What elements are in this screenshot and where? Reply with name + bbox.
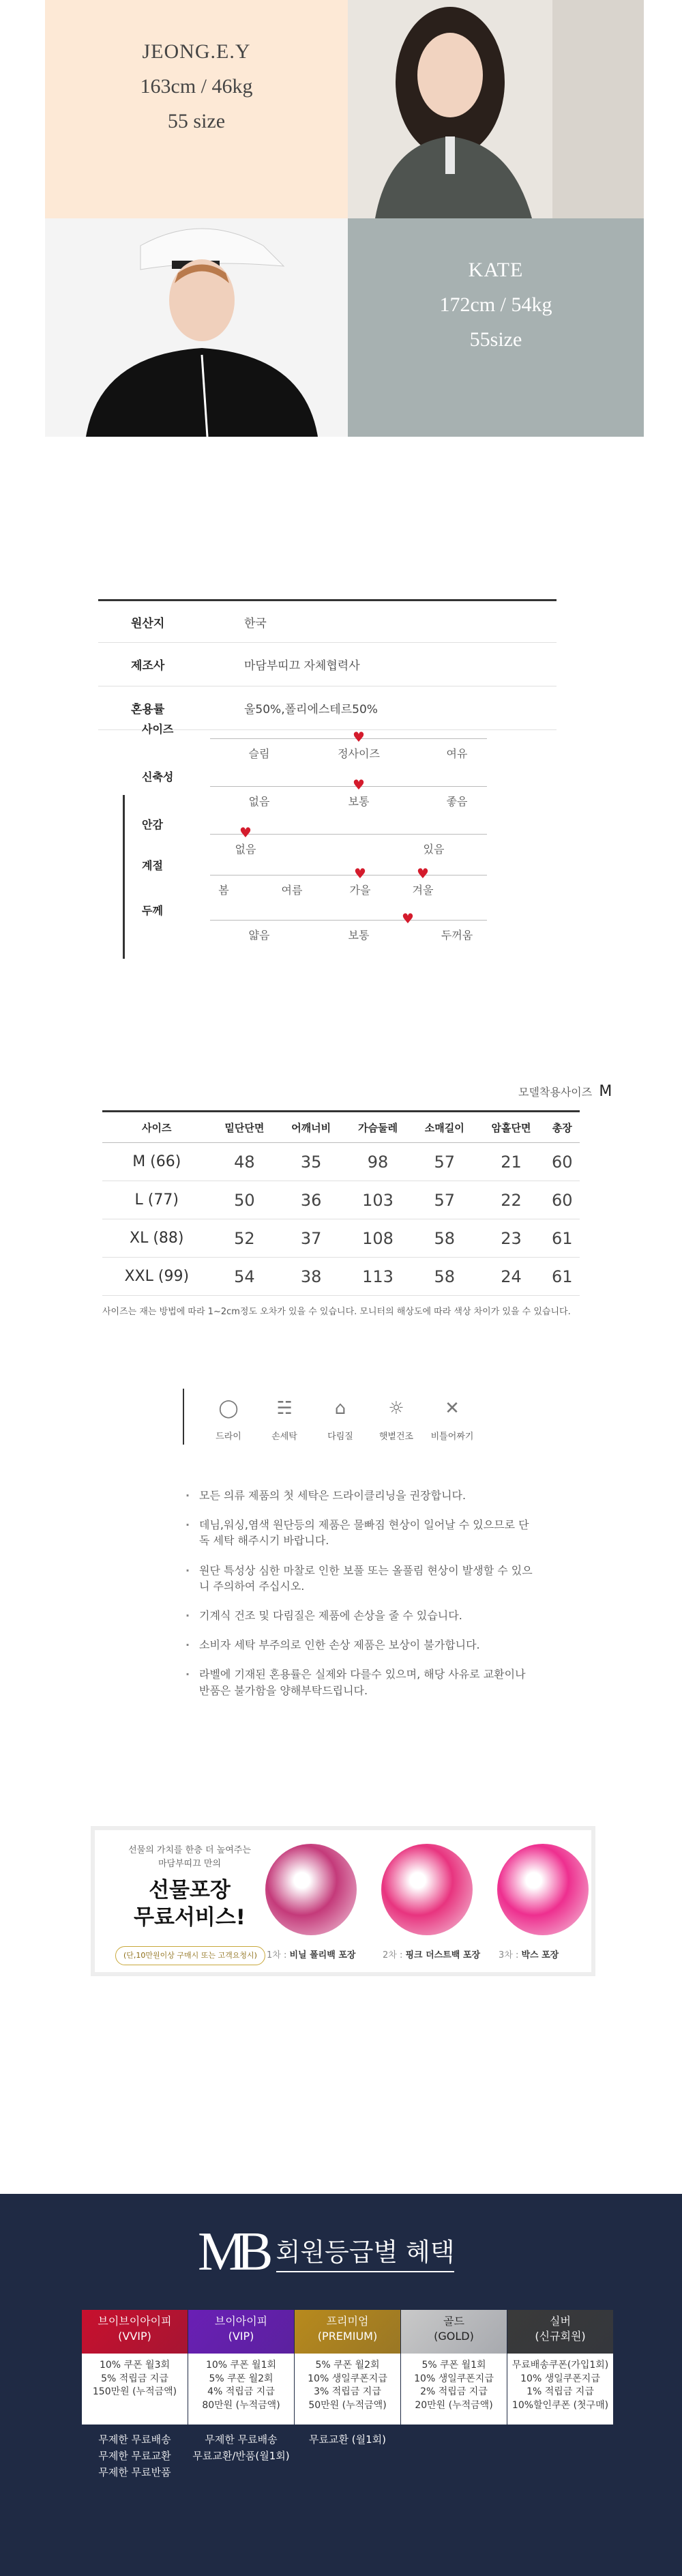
feature-line (210, 738, 487, 739)
care-note: · 소비자 세탁 부주의로 인한 손상 제품은 보상이 불가합니다. (184, 1637, 539, 1653)
membership-tier (401, 2310, 507, 2425)
feature-row (123, 904, 505, 959)
tier-extra (295, 2431, 400, 2448)
tier-benefit-line: 5% 쿠폰 월1회 (421, 2360, 486, 2371)
tier-benefit-line: 1% 적립금 지급 (527, 2386, 594, 2398)
size-table-cell: 103 (344, 1181, 411, 1219)
hand-wash-icon: ☵ (276, 1398, 293, 1419)
model-card-2 (45, 218, 644, 437)
size-table-header-cell: 총장 (544, 1112, 580, 1143)
tier-badge (507, 2310, 613, 2354)
feature-option: 가을 (349, 884, 371, 897)
tier-benefit-line: 10% 생일쿠폰지급 (520, 2373, 600, 2384)
membership-tier (82, 2310, 188, 2480)
care-note: · 모든 의류 제품의 첫 세탁은 드라이클리닝을 권장합니다. (184, 1488, 539, 1503)
size-table-cell: 58 (411, 1258, 478, 1296)
sun-dry-icon: ☼ (388, 1398, 404, 1419)
tier-badge (295, 2310, 400, 2354)
membership-title (198, 2211, 454, 2293)
feature-option: 봄 (218, 884, 229, 897)
feature-label: 계절 (142, 859, 163, 872)
feature-line (210, 786, 487, 787)
care-label: 다림질 (327, 1432, 353, 1442)
size-table-cell: 22 (478, 1181, 545, 1219)
tier-benefits (82, 2354, 188, 2425)
tier-benefit-line: 4% 적립금 지급 (207, 2386, 275, 2398)
feature-label: 사이즈 (142, 723, 174, 736)
care-note: · 기계식 건조 및 다림질은 제품에 손상을 줄 수 있습니다. (184, 1608, 539, 1623)
gift-wrap-banner (91, 1826, 595, 1976)
tier-sub: (VIP) (228, 2329, 254, 2343)
tier-extra-line: 무제한 무료배송 (98, 2433, 171, 2446)
size-table-header-cell: 밑단단면 (211, 1112, 278, 1143)
gift-subtitle: 선물의 가치를 한층 더 높여주는 마담부띠끄 만의 (128, 1845, 251, 1869)
size-table-row (102, 1181, 580, 1219)
feature-option: 보통 (348, 795, 370, 808)
size-table-header-cell: 소매길이 (411, 1112, 478, 1143)
feature-option: 두꺼움 (441, 929, 473, 942)
care-item (428, 1387, 476, 1442)
care-icons (177, 1387, 505, 1455)
size-table-cell: 54 (211, 1258, 278, 1296)
tier-extra (188, 2431, 294, 2464)
gift-caption (267, 1948, 355, 1960)
tier-benefit-line: 10% 쿠폰 월1회 (205, 2360, 277, 2371)
feature-label: 신축성 (142, 770, 174, 783)
feature-row (123, 723, 505, 778)
size-table-row (102, 1143, 580, 1181)
size-table-cell: 108 (344, 1219, 411, 1258)
model-photo-1 (348, 0, 644, 218)
heart-icon: ♥ (353, 777, 365, 793)
tier-benefit-line: 5% 쿠폰 월2회 (315, 2360, 380, 2371)
size-table-header-cell: 어깨너비 (278, 1112, 344, 1143)
tier-extra-line: 무제한 무료반품 (98, 2466, 171, 2478)
size-table-header-cell: 사이즈 (102, 1112, 211, 1143)
model-photo-graphic (45, 218, 348, 437)
tier-benefit-line: 20만원 (누적금액) (415, 2399, 493, 2411)
tier-benefit-line: 무료배송쿠폰(가입1회) (512, 2360, 609, 2371)
gift-title-line-1: 선물포장 (149, 1878, 231, 1902)
model-size: 55 size (167, 110, 226, 132)
tier-benefit-line: 2% 적립금 지급 (420, 2386, 488, 2398)
tier-name: 골드 (443, 2315, 464, 2328)
heart-icon: ♥ (402, 910, 414, 927)
care-label: 햇볕건조 (379, 1432, 414, 1442)
tier-benefits (401, 2354, 507, 2425)
tier-sub: (PREMIUM) (317, 2329, 378, 2343)
heart-icon: ♥ (417, 865, 429, 882)
gift-name: 비닐 폴리백 포장 (289, 1950, 356, 1960)
membership-tier (295, 2310, 400, 2448)
care-item (316, 1387, 364, 1442)
model-photo-graphic (348, 0, 644, 218)
feature-row (123, 859, 505, 914)
no-wring-icon: ✕ (445, 1398, 460, 1419)
feature-label: 안감 (142, 818, 163, 831)
size-table-cell: 98 (344, 1143, 411, 1181)
size-table (102, 1110, 580, 1296)
size-table-cell: 57 (411, 1143, 478, 1181)
tier-extra-line: 무제한 무료배송 (205, 2433, 278, 2446)
info-row (98, 643, 557, 686)
gift-step: 1차 : (267, 1950, 287, 1960)
tier-badge (188, 2310, 294, 2354)
care-label: 손세탁 (271, 1432, 297, 1442)
tier-name: 실버 (550, 2315, 571, 2328)
size-table-cell: 24 (478, 1258, 545, 1296)
tier-extra-line: 무료교환/반품(월1회) (192, 2450, 290, 2462)
info-row (98, 599, 557, 643)
gift-title-line-2: 무료서비스! (134, 1905, 246, 1930)
model-photo-2 (45, 218, 348, 437)
info-value: 울50%,폴리에스테르50% (244, 703, 378, 717)
tier-sub: (GOLD) (434, 2329, 474, 2343)
tier-benefit-line: 5% 쿠폰 월2회 (209, 2373, 273, 2384)
size-table-row (102, 1258, 580, 1296)
tier-name: 브이아이피 (214, 2315, 268, 2328)
feature-option: 좋음 (446, 795, 468, 808)
feature-option: 여유 (446, 747, 468, 760)
membership-tier (507, 2310, 613, 2425)
dry-clean-icon: ◯ (218, 1398, 239, 1419)
gift-note: (단,10만원이상 구매시 또는 고객요청시) (115, 1946, 265, 1965)
gift-photo (497, 1844, 589, 1935)
size-table-cell: 48 (211, 1143, 278, 1181)
model-size-caption (518, 1083, 612, 1100)
gift-name: 핑크 더스트백 포장 (405, 1950, 481, 1960)
feature-line (210, 920, 487, 921)
size-table-cell: L (77) (102, 1181, 211, 1219)
tier-benefit-line: 10% 생일쿠폰지급 (414, 2373, 494, 2384)
feature-option: 정사이즈 (338, 747, 380, 760)
gift-photo (265, 1844, 357, 1935)
size-table-cell: 23 (478, 1219, 545, 1258)
size-table-body (102, 1143, 580, 1296)
tier-benefit-line: 5% 적립금 지급 (101, 2373, 168, 2384)
gift-step: 2차 : (383, 1950, 403, 1960)
model-body: 172cm / 54kg (439, 293, 552, 316)
size-note: 사이즈는 재는 방법에 따라 1~2cm정도 오차가 있을 수 있습니다. 모니터의 해상도에 따라 색상 차이가 있을 수 있습니다. (102, 1307, 571, 1317)
heart-icon: ♥ (353, 729, 365, 745)
tier-benefit-line: 50만원 (누적금액) (308, 2399, 387, 2411)
feature-option: 없음 (235, 843, 256, 856)
model-size-caption-value: M (599, 1083, 612, 1100)
size-table-cell: 38 (278, 1258, 344, 1296)
iron-icon: ⌂ (334, 1398, 346, 1419)
size-table-cell: 37 (278, 1219, 344, 1258)
size-table-cell: XXL (99) (102, 1258, 211, 1296)
heart-icon: ♥ (239, 824, 252, 841)
product-info-table (98, 599, 557, 730)
size-table-row (102, 1219, 580, 1258)
size-table-cell: 61 (544, 1219, 580, 1258)
size-table-cell: 50 (211, 1181, 278, 1219)
care-note: · 데님,워싱,염색 원단등의 제품은 물빠짐 현상이 일어날 수 있으므로 단독 세탁 해주시기 바랍니다. (184, 1517, 539, 1548)
size-table-cell: 60 (544, 1143, 580, 1181)
membership-heading: 회원등급별 혜택 (276, 2231, 455, 2272)
gift-title (125, 1877, 254, 1932)
info-key: 혼용률 (131, 703, 165, 717)
gift-name: 박스 포장 (521, 1950, 559, 1960)
model-size-caption-label: 모델착용사이즈 (518, 1086, 593, 1099)
model-card-1 (45, 0, 348, 218)
tier-badge (82, 2310, 188, 2354)
care-notes (184, 1488, 539, 1712)
tier-benefit-line: 3% 적립금 지급 (314, 2386, 381, 2398)
care-note: · 원단 특성상 심한 마찰로 인한 보풀 또는 올풀림 현상이 발생할 수 있으니 주의하여 주십시오. (184, 1563, 539, 1594)
feature-option: 여름 (281, 884, 303, 897)
tier-benefit-line: 10%할인쿠폰 (첫구매) (512, 2399, 609, 2411)
model-size: 55size (469, 328, 522, 351)
size-table-cell: 61 (544, 1258, 580, 1296)
tier-extra-line: 무제한 무료교환 (98, 2450, 171, 2462)
tier-extra-line: 무료교환 (월1회) (309, 2433, 386, 2446)
feature-row (123, 770, 505, 826)
size-table-cell: 60 (544, 1181, 580, 1219)
info-value: 마담부띠끄 자체협력사 (244, 659, 360, 673)
gift-caption (499, 1948, 559, 1960)
size-table-cell: XL (88) (102, 1219, 211, 1258)
size-table-header-cell: 가슴둘레 (344, 1112, 411, 1143)
size-table-header (102, 1112, 580, 1143)
tier-benefits (295, 2354, 400, 2425)
size-table-cell: 52 (211, 1219, 278, 1258)
feature-label: 두께 (142, 904, 163, 917)
tier-benefits (507, 2354, 613, 2425)
gift-caption (383, 1948, 480, 1960)
feature-option: 얇음 (248, 929, 270, 942)
size-table-cell: 36 (278, 1181, 344, 1219)
heart-icon: ♥ (354, 865, 366, 882)
tier-name: 프리미엄 (326, 2315, 369, 2328)
tier-benefit-line: 10% 생일쿠폰지급 (308, 2373, 387, 2384)
care-label: 비틀어짜기 (430, 1432, 474, 1442)
feature-option: 없음 (248, 795, 270, 808)
feature-option: 겨울 (412, 884, 434, 897)
model-body: 163cm / 46kg (140, 75, 253, 98)
tier-extra (82, 2431, 188, 2480)
care-item (205, 1387, 252, 1442)
info-key: 원산지 (131, 616, 165, 631)
size-table-header-cell: 암홀단면 (478, 1112, 545, 1143)
model-info-2 (348, 252, 644, 357)
tier-badge (401, 2310, 507, 2354)
care-item (261, 1387, 308, 1442)
feature-option: 슬림 (248, 747, 270, 760)
tier-sub: (신규회원) (535, 2329, 586, 2343)
feature-option: 보통 (348, 929, 370, 942)
feature-option: 있음 (423, 843, 445, 856)
mb-logo: MB (198, 2221, 264, 2282)
gift-step: 3차 : (499, 1950, 519, 1960)
size-table-cell: 58 (411, 1219, 478, 1258)
model-name: KATE (468, 259, 524, 281)
gift-photo (381, 1844, 473, 1935)
info-key: 제조사 (131, 659, 165, 673)
tier-benefit-line: 150만원 (누적금액) (92, 2386, 177, 2398)
model-name: JEONG.E.Y (142, 40, 251, 63)
tier-name: 브이브이아이피 (98, 2315, 172, 2328)
size-table-cell: 57 (411, 1181, 478, 1219)
size-table-cell: 113 (344, 1258, 411, 1296)
size-table-cell: 35 (278, 1143, 344, 1181)
tier-sub: (VVIP) (118, 2329, 151, 2343)
care-note: · 라벨에 기재된 혼용률은 실제와 다를수 있으며, 해당 사유로 교환이나 반품은 불가함을 양해부탁드립니다. (184, 1666, 539, 1698)
info-value: 한국 (244, 616, 267, 631)
membership-tier (188, 2310, 294, 2464)
tier-benefit-line: 10% 쿠폰 월3회 (99, 2360, 170, 2371)
care-item (372, 1387, 420, 1442)
tier-benefits (188, 2354, 294, 2425)
tier-benefit-line: 80만원 (누적금액) (202, 2399, 280, 2411)
size-table-cell: M (66) (102, 1143, 211, 1181)
model-info-1 (45, 34, 348, 139)
size-table-cell: 21 (478, 1143, 545, 1181)
care-label: 드라이 (216, 1432, 241, 1442)
